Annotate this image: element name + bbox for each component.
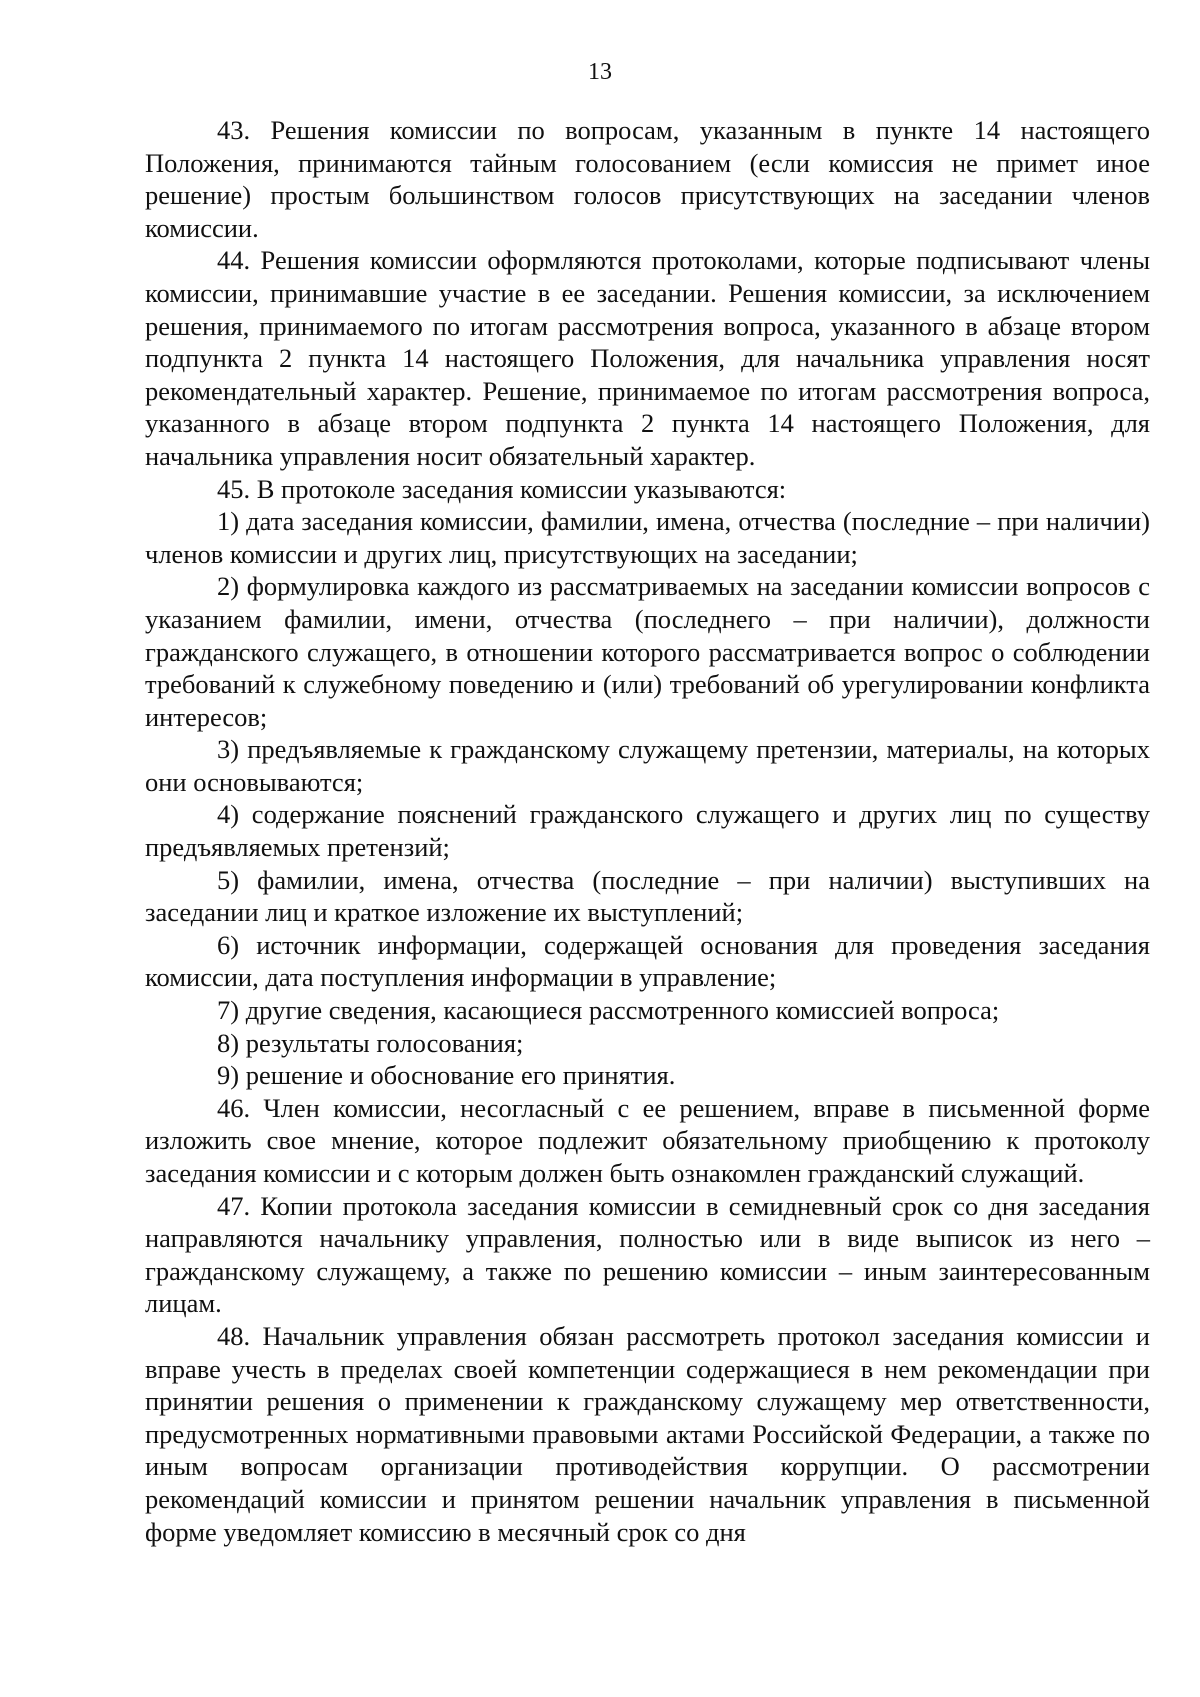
- list-item-7: 7) другие сведения, касающиеся рассмотренного комиссией вопроса;: [217, 995, 1000, 1026]
- page-number: 13: [588, 59, 612, 85]
- list-item-3: 3) предъявляемые к гражданскому служащему претензии, материалы, на которых они основываются;: [145, 734, 1150, 797]
- list-item-2: 2) формулировка каждого из рассматриваемых на заседании комиссии вопросов с указанием фамилии, имени, отчества (последнего – при наличии), должности гражданского служащего, в отношении которого рассматривается вопрос о соблюдении требований к служебному поведению и (или) требований об урегулировании конфликта интересов;: [145, 571, 1150, 732]
- list-item-9: 9) решение и обоснование его принятия.: [217, 1060, 676, 1091]
- document-body: [145, 114, 1150, 1548]
- paragraph-45: 45. В протоколе заседания комиссии указываются:: [217, 473, 787, 504]
- paragraph-48: 48. Начальник управления обязан рассмотреть протокол заседания комиссии и вправе учесть в пределах своей компетенции содержащиеся в нем рекомендации при принятии решения о применении к гражданскому служащему мер ответственности, предусмотренных нормативными правовыми актами Российской Федерации, а также по иным вопросам организации противодействия коррупции. О рассмотрении рекомендаций комиссии и принятом решении начальник управления в письменной форме уведомляет комиссию в месячный срок со дня: [145, 1320, 1150, 1547]
- list-item-4: 4) содержание пояснений гражданского служащего и других лиц по существу предъявляемых претензий;: [145, 799, 1150, 863]
- paragraph-43: 43. Решения комиссии по вопросам, указанным в пункте 14 настоящего Положения, принимаются тайным голосованием (если комиссия не примет иное решение) простым большинством голосов присутствующих на заседании членов комиссии.: [145, 115, 1150, 243]
- list-item-5: 5) фамилии, имена, отчества (последние – при наличии) выступивших на заседании лиц и краткое изложение их выступлений;: [145, 864, 1150, 928]
- list-item-1: 1) дата заседания комиссии, фамилии, имена, отчества (последние – при наличии) членов комиссии и других лиц, присутствующих на заседании;: [145, 506, 1150, 569]
- paragraph-44: 44. Решения комиссии оформляются протоколами, которые подписывают члены комиссии, принимавшие участие в ее заседании. Решения комиссии, за исключением решения, принимаемого по итогам рассмотрения вопроса, указанного в абзаце втором подпункта 2 пункта 14 настоящего Положения, для начальника управления носят рекомендательный характер. Решение, принимаемое по итогам рассмотрения вопроса, указанного в абзаце втором подпункта 2 пункта 14 настоящего Положения, для начальника управления носит обязательный характер.: [145, 245, 1150, 471]
- paragraph-47: 47. Копии протокола заседания комиссии в семидневный срок со дня заседания направляются начальнику управления, полностью или в виде выписок из него – гражданскому служащему, а также по решению комиссии – иным заинтересованным лицам.: [145, 1190, 1150, 1319]
- paragraph-46: 46. Член комиссии, несогласный с ее решением, вправе в письменной форме изложить свое мнение, которое подлежит обязательному приобщению к протоколу заседания комиссии и с которым должен быть ознакомлен гражданский служащий.: [145, 1092, 1150, 1188]
- list-item-6: 6) источник информации, содержащей основания для проведения заседания комиссии, дата поступления информации в управление;: [145, 929, 1150, 993]
- list-item-8: 8) результаты голосования;: [217, 1027, 524, 1058]
